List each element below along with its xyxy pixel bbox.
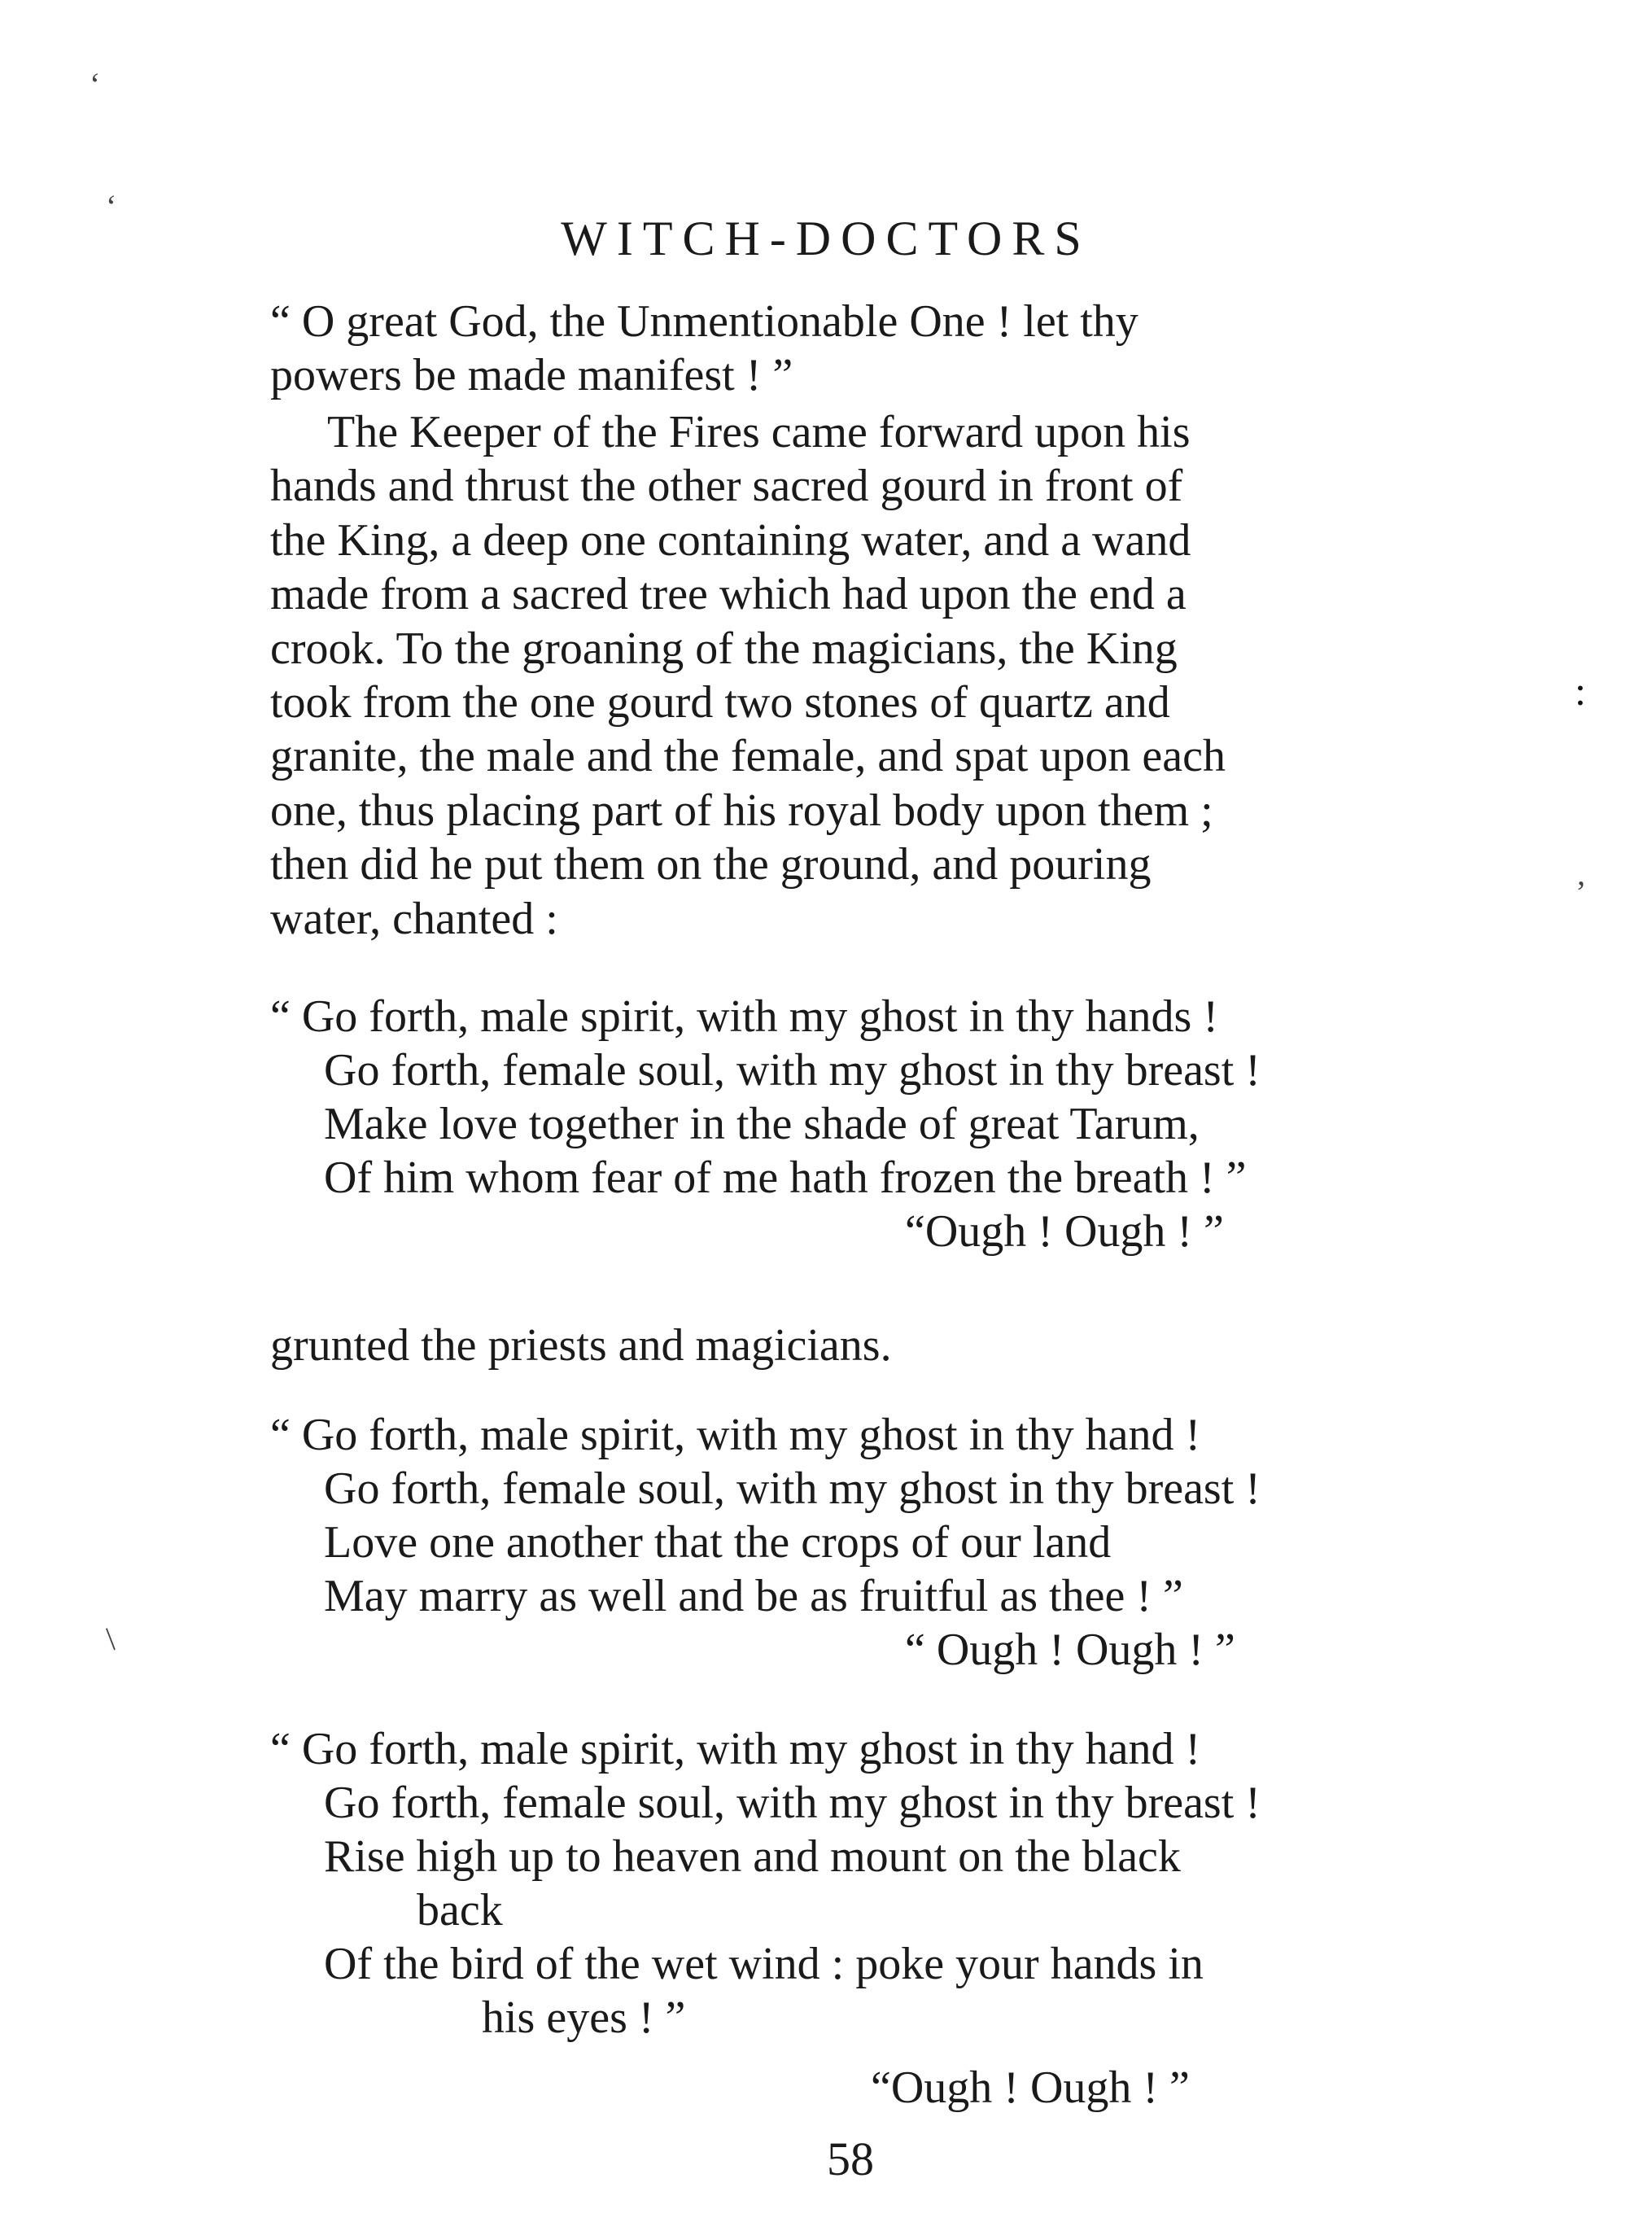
prose-line: The Keeper of the Fires came forward upon his <box>327 407 1191 457</box>
prose-line: the King, a deep one containing water, and a wand <box>270 514 1191 566</box>
prose-line: crook. To the groaning of the magicians, the King <box>270 623 1178 674</box>
chant-response: “ Ough ! Ough ! ” <box>905 1625 1235 1675</box>
verse-line: May marry as well and be as fruitful as thee ! ” <box>324 1571 1183 1621</box>
verse-line: Make love together in the shade of great Tarum, <box>324 1099 1200 1149</box>
verse-line: Go forth, female soul, with my ghost in thy breast ! <box>324 1778 1261 1828</box>
verse-line: Go forth, female soul, with my ghost in thy breast ! <box>324 1463 1261 1514</box>
margin-tick-mark: ‘ <box>90 66 101 103</box>
prose-line: water, chanted : <box>270 893 558 944</box>
running-head: WITCH-DOCTORS <box>561 212 1091 265</box>
prose-line: one, thus placing part of his royal body upon them ; <box>270 785 1213 836</box>
margin-colon-mark: : <box>1575 668 1586 714</box>
opening-invocation <box>270 295 1463 403</box>
verse-line: Love one another that the crops of our land <box>324 1517 1112 1568</box>
chant-stanza-3 <box>270 1722 1463 2115</box>
verse-line: Go forth, female soul, with my ghost in thy breast ! <box>324 1045 1261 1096</box>
prose-line: hands and thrust the other sacred gourd in front of <box>270 461 1183 512</box>
prose-line: “ O great God, the Unmentionable One ! let thy <box>270 296 1138 347</box>
verse-line: Rise high up to heaven and mount on the black <box>324 1831 1181 1882</box>
verse-line: “ Go forth, male spirit, with my ghost in thy hand ! <box>270 1410 1201 1460</box>
narrative-paragraph <box>270 405 1463 946</box>
chant-response: “Ough ! Ough ! ” <box>905 1206 1224 1257</box>
margin-tick-mark: ‘ <box>106 188 117 225</box>
verse-line: “ Go forth, male spirit, with my ghost in thy hands ! <box>270 991 1218 1042</box>
chant-response: “Ough ! Ough ! ” <box>871 2062 1190 2113</box>
margin-tick-mark: , <box>1577 855 1585 892</box>
narration-line: grunted the priests and magicians. <box>270 1320 892 1371</box>
margin-stroke-mark: / <box>94 1621 126 1656</box>
chant-stanza-2 <box>270 1408 1463 1677</box>
verse-line: Of him whom fear of me hath frozen the breath ! ” <box>324 1153 1247 1203</box>
prose-line: granite, the male and the female, and spat upon each <box>270 731 1226 782</box>
prose-line: made from a sacred tree which had upon the end a <box>270 569 1187 620</box>
prose-line: powers be made manifest ! ” <box>270 350 793 401</box>
chant-stanza-1 <box>270 990 1463 1258</box>
verse-line-continuation: his eyes ! ” <box>482 1992 686 2043</box>
verse-line: “ Go forth, male spirit, with my ghost in thy hand ! <box>270 1724 1201 1774</box>
page-number: 58 <box>827 2132 874 2185</box>
prose-line: then did he put them on the ground, and pouring <box>270 839 1152 890</box>
prose-line: took from the one gourd two stones of quartz and <box>270 677 1170 728</box>
verse-line-continuation: back <box>417 1885 503 1936</box>
verse-line: Of the bird of the wet wind : poke your hands in <box>324 1939 1204 1989</box>
